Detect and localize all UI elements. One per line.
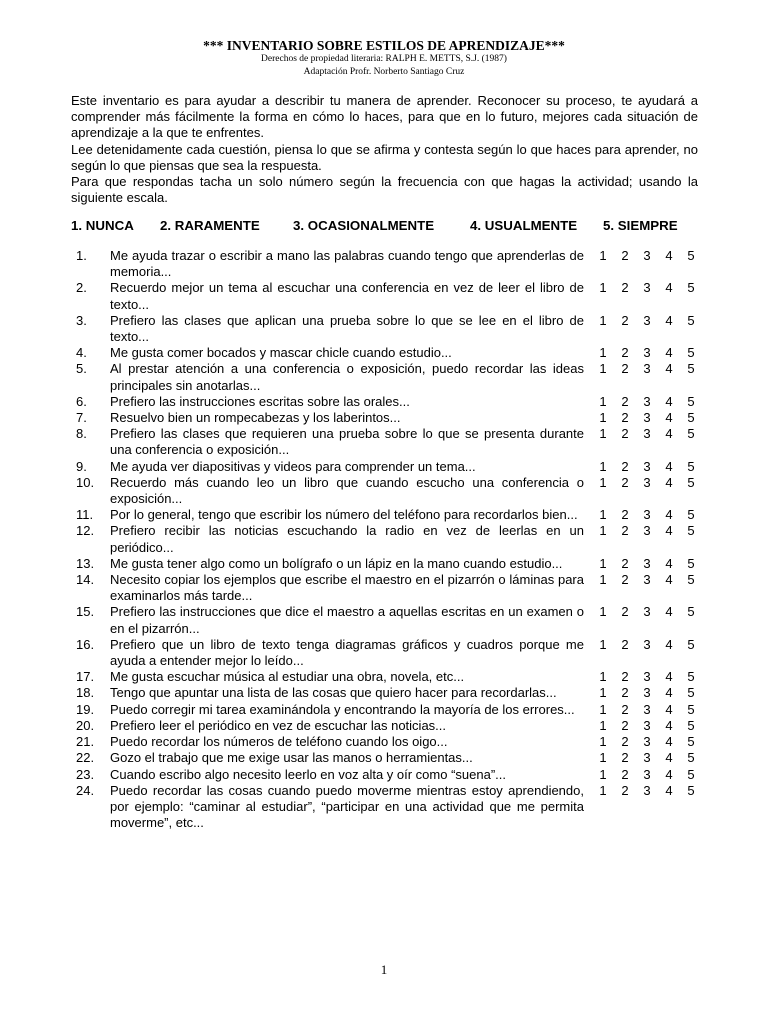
answer-option-3[interactable]: 3 [643,345,651,361]
answer-option-2[interactable]: 2 [621,312,629,328]
answer-option-1[interactable]: 1 [599,717,607,733]
answer-option-3[interactable]: 3 [643,280,651,296]
answer-option-2[interactable]: 2 [621,426,629,442]
question-text: Resuelvo bien un rompecabezas y los laberintos... [110,410,401,426]
answer-option-2[interactable]: 2 [621,669,629,685]
answer-options [597,734,697,750]
page-number: 1 [380,962,388,977]
document-title: *** INVENTARIO SOBRE ESTILOS DE APRENDIZAJE*** [203,38,565,53]
question-text: Cuando escribo algo necesito leerlo en voz alta y oír como “suena”... [110,766,506,782]
answer-option-1[interactable]: 1 [599,248,607,263]
answer-option-3[interactable]: 3 [643,393,651,409]
question-text: Prefiero que un libro de texto tenga diagramas gráficos y cuadros porque me ayuda a entender mejor lo leído... [110,636,584,669]
question-text: Prefiero las instrucciones escritas sobre las orales... [110,393,410,409]
answer-options [597,507,697,523]
answer-option-2[interactable]: 2 [621,750,629,766]
answer-option-4[interactable]: 4 [665,669,673,685]
answer-option-3[interactable]: 3 [643,523,651,539]
answer-option-5[interactable]: 5 [687,750,695,766]
answer-option-3[interactable]: 3 [643,410,651,426]
question-text: Me gusta comer bocados y mascar chicle cuando estudio... [110,345,452,361]
question-number: 15. [76,604,95,620]
answer-option-3[interactable]: 3 [643,717,651,733]
answer-options [597,394,697,410]
question-text: Puedo recordar los números de teléfono cuando los oigo... [110,734,448,750]
answer-option-2[interactable]: 2 [621,717,629,733]
answer-option-2[interactable]: 2 [621,410,629,426]
question-text: Prefiero recibir las noticias escuchando la radio en vez de leerlas en un periódico... [110,523,584,555]
answer-options [597,718,697,734]
question-item [0,394,768,410]
answer-option-3[interactable]: 3 [643,312,651,328]
answer-option-5[interactable]: 5 [687,410,695,426]
question-number: 6. [76,393,87,409]
question-text: Me ayuda ver diapositivas y videos para comprender un tema... [110,458,476,474]
answer-option-4[interactable]: 4 [665,750,673,766]
answer-option-4[interactable]: 4 [665,458,673,474]
question-item [0,459,768,475]
answer-option-3[interactable]: 3 [643,426,651,442]
intro-section [71,93,698,206]
answer-options [597,572,697,588]
answer-option-4[interactable]: 4 [665,717,673,733]
question-item [0,280,768,312]
question-number: 24. [76,782,95,798]
adaptation-line: Adaptación Profr. Norberto Santiago Cruz [303,67,465,77]
answer-option-2[interactable]: 2 [621,572,629,588]
answer-option-2[interactable]: 2 [621,523,629,539]
question-number: 17. [76,669,95,685]
question-number: 11. [76,507,94,523]
question-number: 19. [76,701,95,717]
answer-option-2[interactable]: 2 [621,458,629,474]
answer-options [597,637,697,653]
answer-option-5[interactable]: 5 [687,523,695,539]
scale-label-nunca: 1. NUNCA [71,218,134,233]
answer-option-3[interactable]: 3 [643,669,651,685]
answer-option-2[interactable]: 2 [621,393,629,409]
answer-option-2[interactable]: 2 [621,555,629,571]
question-item [0,734,768,750]
question-item [0,410,768,426]
answer-options [597,523,697,539]
answer-option-2[interactable]: 2 [621,507,629,523]
question-item [0,767,768,783]
answer-option-2[interactable]: 2 [621,248,629,263]
question-item [0,523,768,555]
answer-option-3[interactable]: 3 [643,361,651,377]
intro-paragraph-1: Este inventario es para ayudar a describir tu manera de aprender. Reconocer su proceso, te ayudará a comprender más fácilmente la forma en cómo lo haces, para que en lo futuro, mejores cada situación de aprendizaje a la que te enfrentes. [71,93,698,141]
answer-option-5[interactable]: 5 [687,345,695,361]
answer-option-1[interactable]: 1 [599,669,607,685]
answer-options [597,475,697,491]
answer-option-5[interactable]: 5 [687,717,695,733]
answer-option-5[interactable]: 5 [687,507,695,523]
answer-option-3[interactable]: 3 [643,458,651,474]
answer-options [597,410,697,426]
answer-options [597,556,697,572]
answer-option-3[interactable]: 3 [643,750,651,766]
question-number: 16. [76,636,95,652]
question-number: 14. [76,572,95,588]
answer-options [597,280,697,296]
question-item [0,604,768,636]
answer-option-4[interactable]: 4 [665,507,673,523]
answer-option-4[interactable]: 4 [665,734,673,750]
answer-option-5[interactable]: 5 [687,458,695,474]
copyright-line: Derechos de propiedad literaria: RALPH E. METTS, S.J. (1987) [261,54,507,64]
answer-options [597,669,697,685]
answer-options [597,426,697,442]
answer-option-4[interactable]: 4 [665,685,673,701]
answer-option-4[interactable]: 4 [665,523,673,539]
answer-option-2[interactable]: 2 [621,782,629,798]
answer-option-5[interactable]: 5 [687,669,695,685]
answer-option-4[interactable]: 4 [665,426,673,442]
answer-option-1[interactable]: 1 [599,523,607,539]
answer-option-4[interactable]: 4 [665,572,673,588]
question-item [0,637,768,669]
question-item [0,248,768,280]
answer-options [597,313,697,329]
answer-option-3[interactable]: 3 [643,555,651,571]
answer-option-5[interactable]: 5 [687,701,695,717]
question-number: 18. [76,685,95,701]
answer-option-4[interactable]: 4 [665,248,673,263]
answer-option-1[interactable]: 1 [599,312,607,328]
question-item [0,718,768,734]
question-number: 2. [76,280,87,296]
frequency-scale [71,218,711,236]
answer-options [597,361,697,377]
answer-option-4[interactable]: 4 [665,410,673,426]
answer-option-5[interactable]: 5 [687,426,695,442]
answer-option-1[interactable]: 1 [599,701,607,717]
question-text: Puedo corregir mi tarea examinándola y encontrando la mayoría de los errores... [110,701,575,717]
answer-option-4[interactable]: 4 [665,280,673,296]
answer-option-2[interactable]: 2 [621,474,629,490]
answer-option-1[interactable]: 1 [599,345,607,361]
questionnaire-items [0,248,768,831]
answer-option-1[interactable]: 1 [599,555,607,571]
answer-option-3[interactable]: 3 [643,572,651,588]
answer-option-4[interactable]: 4 [665,555,673,571]
question-text: Me ayuda trazar o escribir a mano las palabras cuando tengo que aprenderlas de memoria... [110,248,584,280]
question-number: 7. [76,410,87,426]
answer-option-5[interactable]: 5 [687,782,695,798]
question-number: 21. [76,734,95,750]
answer-option-2[interactable]: 2 [621,280,629,296]
question-text: Gozo el trabajo que me exige usar las manos o herramientas... [110,750,473,766]
question-text: Necesito copiar los ejemplos que escribe el maestro en el pizarrón o láminas para examinarlos más tarde... [110,572,584,604]
question-number: 5. [76,361,87,377]
answer-option-2[interactable]: 2 [621,345,629,361]
answer-option-4[interactable]: 4 [665,361,673,377]
question-text: Me gusta tener algo como un bolígrafo o un lápiz en la mano cuando estudio... [110,555,563,571]
answer-option-5[interactable]: 5 [687,393,695,409]
scale-label-siempre: 5. SIEMPRE [603,218,678,233]
answer-options [597,345,697,361]
question-text: Tengo que apuntar una lista de las cosas que quiero hacer para recordarlas... [110,685,557,701]
answer-option-1[interactable]: 1 [599,766,607,782]
answer-option-1[interactable]: 1 [599,361,607,377]
answer-option-4[interactable]: 4 [665,782,673,798]
question-number: 10. [76,474,95,490]
answer-option-2[interactable]: 2 [621,734,629,750]
answer-option-1[interactable]: 1 [599,572,607,588]
question-text: Prefiero las clases que requieren una prueba sobre lo que se presenta durante una conferencia o exposición... [110,426,584,458]
question-number: 1. [76,248,87,263]
answer-option-5[interactable]: 5 [687,555,695,571]
answer-option-3[interactable]: 3 [643,604,651,620]
answer-option-1[interactable]: 1 [599,474,607,490]
question-item [0,669,768,685]
question-item [0,475,768,507]
answer-option-3[interactable]: 3 [643,474,651,490]
answer-option-5[interactable]: 5 [687,734,695,750]
answer-option-3[interactable]: 3 [643,685,651,701]
question-item [0,426,768,458]
question-text: Recuerdo más cuando leo un libro que cuando escucho una conferencia o exposición... [110,474,584,507]
answer-option-5[interactable]: 5 [687,572,695,588]
answer-option-1[interactable]: 1 [599,604,607,620]
question-text: Al prestar atención a una conferencia o exposición, puedo recordar las ideas principales sin anotarlas... [110,361,584,393]
answer-option-5[interactable]: 5 [687,280,695,296]
answer-option-1[interactable]: 1 [599,410,607,426]
scale-label-raramente: 2. RARAMENTE [160,218,260,233]
question-text: Por lo general, tengo que escribir los número del teléfono para recordarlos bien... [110,507,578,523]
answer-option-2[interactable]: 2 [621,701,629,717]
question-item [0,750,768,766]
question-number: 9. [76,458,87,474]
question-number: 23. [76,766,95,782]
question-item [0,361,768,393]
answer-option-1[interactable]: 1 [599,393,607,409]
answer-option-5[interactable]: 5 [687,312,695,328]
question-item [0,685,768,701]
answer-options [597,459,697,475]
answer-option-2[interactable]: 2 [621,604,629,620]
scale-label-ocasionalmente: 3. OCASIONALMENTE [293,218,435,233]
answer-option-5[interactable]: 5 [687,361,695,377]
answer-option-5[interactable]: 5 [687,604,695,620]
answer-option-4[interactable]: 4 [665,604,673,620]
answer-option-2[interactable]: 2 [621,766,629,782]
intro-paragraph-2: Lee detenidamente cada cuestión, piensa lo que se afirma y contesta según lo que haces para aprender, no según lo que piensas que sea la respuesta. [71,141,698,173]
question-item [0,345,768,361]
answer-option-3[interactable]: 3 [643,766,651,782]
answer-options [597,248,697,264]
answer-option-1[interactable]: 1 [599,782,607,798]
question-number: 13. [76,555,95,571]
answer-option-1[interactable]: 1 [599,280,607,296]
question-number: 12. [76,523,95,539]
answer-option-2[interactable]: 2 [621,685,629,701]
question-number: 4. [76,345,87,361]
answer-option-4[interactable]: 4 [665,345,673,361]
answer-option-4[interactable]: 4 [665,701,673,717]
answer-option-4[interactable]: 4 [665,393,673,409]
answer-option-3[interactable]: 3 [643,248,651,263]
question-number: 22. [76,750,95,766]
question-number: 8. [76,426,87,442]
answer-options [597,783,697,799]
answer-option-1[interactable]: 1 [599,750,607,766]
answer-option-4[interactable]: 4 [665,474,673,490]
question-text: Prefiero las clases que aplican una prueba sobre lo que se lee en el libro de texto... [110,312,584,345]
answer-option-3[interactable]: 3 [643,507,651,523]
question-item [0,783,768,832]
question-item [0,556,768,572]
answer-option-4[interactable]: 4 [665,312,673,328]
answer-options [597,702,697,718]
answer-option-5[interactable]: 5 [687,685,695,701]
question-text: Prefiero leer el periódico en vez de escuchar las noticias... [110,717,447,733]
answer-option-1[interactable]: 1 [599,458,607,474]
question-item [0,572,768,604]
answer-option-5[interactable]: 5 [687,248,695,263]
answer-options [597,767,697,783]
answer-option-3[interactable]: 3 [643,782,651,798]
answer-option-2[interactable]: 2 [621,361,629,377]
question-item [0,313,768,345]
answer-option-4[interactable]: 4 [665,766,673,782]
question-text: Me gusta escuchar música al estudiar una obra, novela, etc... [110,669,465,685]
answer-option-3[interactable]: 3 [643,701,651,717]
answer-option-5[interactable]: 5 [687,474,695,490]
question-text: Prefiero las instrucciones que dice el maestro a aquellas escritas en un examen o en el pizarrón... [110,604,584,636]
question-number: 20. [76,717,95,733]
answer-option-4[interactable]: 4 [665,636,673,652]
question-number: 3. [76,312,87,328]
answer-option-3[interactable]: 3 [643,734,651,750]
question-item [0,507,768,523]
answer-option-1[interactable]: 1 [599,685,607,701]
answer-option-1[interactable]: 1 [599,426,607,442]
answer-option-5[interactable]: 5 [687,766,695,782]
intro-paragraph-3: Para que respondas tacha un solo número según la frecuencia con que hagas la actividad; usando la siguiente escala. [71,174,698,206]
answer-option-1[interactable]: 1 [599,636,607,652]
answer-options [597,604,697,620]
answer-option-1[interactable]: 1 [599,734,607,750]
question-item [0,702,768,718]
answer-option-5[interactable]: 5 [687,636,695,652]
answer-option-3[interactable]: 3 [643,636,651,652]
question-text: Puedo recordar las cosas cuando puedo moverme mientras estoy aprendiendo, por ejemplo: “caminar al estudiar”, “participar en una actividad que me permita moverme”, etc... [110,782,584,831]
answer-option-1[interactable]: 1 [599,507,607,523]
answer-option-2[interactable]: 2 [621,636,629,652]
answer-options [597,685,697,701]
answer-options [597,750,697,766]
scale-label-usualmente: 4. USUALMENTE [470,218,578,233]
question-text: Recuerdo mejor un tema al escuchar una conferencia en vez de leer el libro de texto... [110,280,584,312]
